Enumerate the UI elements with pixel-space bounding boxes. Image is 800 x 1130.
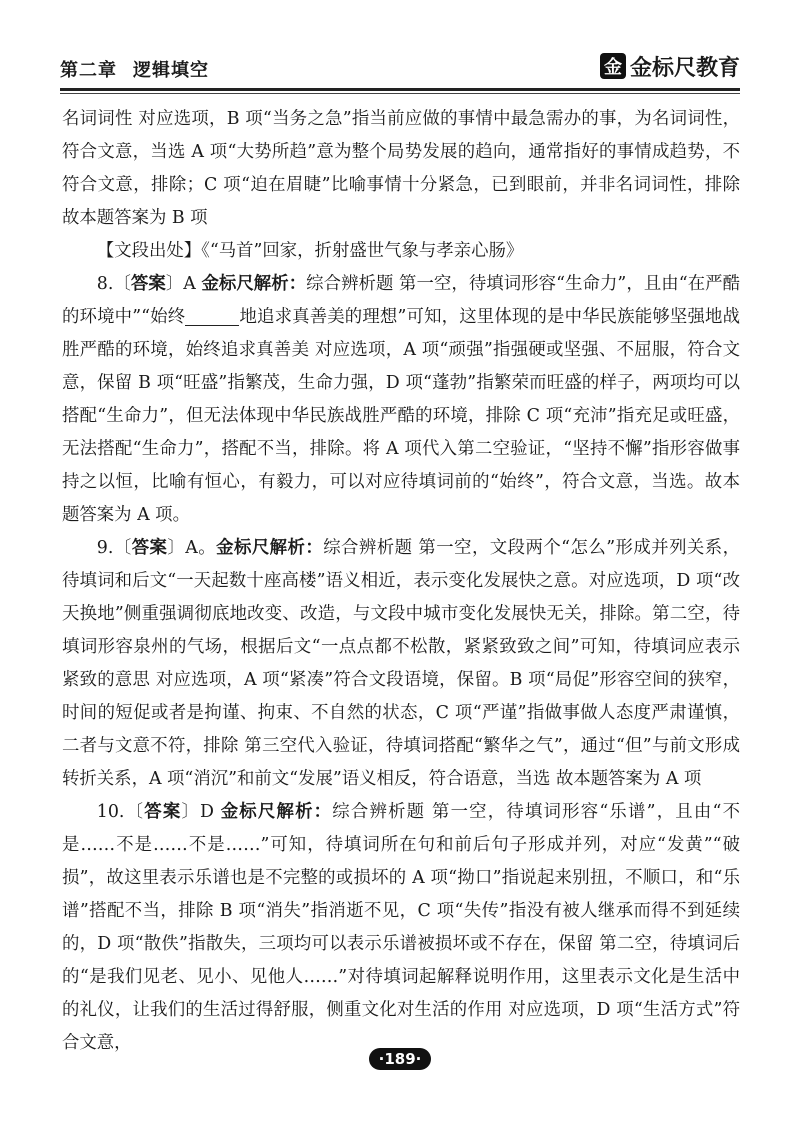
answer-label: 答案 (144, 802, 182, 822)
svg-text:金: 金 (603, 57, 622, 78)
header-rule-thick (60, 88, 740, 91)
brand-mark-icon (600, 53, 626, 79)
analysis-label: 金标尺解析： (220, 802, 333, 822)
chapter-number: 第二章 (60, 60, 117, 81)
question-10-analysis: 10.〔答案〕D 金标尺解析：综合辨析题 第一空，待填词形容“乐谱”，且由“不是……不是……不是……”可知，待填词所在句和前后句子形成并列，对应“发黄”“破损”，故这里表示乐谱也是不完整的或损坏的 A 项“拗口”指说起来别扭，不顺口，和“乐谱”搭配不当，排除 B 项“消失”指消逝不见，C 项“失传”指没有被人继承而得不到延续的，D 项“散佚”指散失，三项均可以表示乐谱被损坏或不存在，保留 第二空，待填词后的“是我们见老、见小、见他人……”对待填词起解释说明作用，这里表示文化是生活中的礼仪，让我们的生活过得舒服，侧重文化对生活的作用 对应选项，D 项“生活方式”符合文意， (62, 802, 740, 1053)
fill-blank (185, 305, 239, 326)
question-9-analysis: 9.〔答案〕A。金标尺解析：综合辨析题 第一空，文段两个“怎么”形成并列关系，待填词和后文“一天起数十座高楼”语义相近，表示变化发展快之意。对应选项，D 项“改天换地”侧重强调彻底地改变、改造，与文段中城市变化发展快无关，排除。第二空，待填词形容泉州的气场，根据后文“一点点都不松散，紧紧致致之间”可知，待填词应表示紧致的意思 对应选项，A 项“紧凑”符合文段语境，保留。B 项“局促”形容空间的狭窄，时间的短促或者是拘谨、拘束、不自然的状态，C 项“严谨”指做事做人态度严肃谨慎，二者与文意不符，排除 第三空代入验证，待填词搭配“繁华之气”，通过“但”与前文形成转折关系，A 项“消沉”和前文“发展”语义相反，符合语意，当选 故本题答案为 A 项 (62, 538, 741, 789)
page-header (60, 50, 740, 84)
header-rule-thin (60, 93, 740, 94)
paragraph-continuation: 名词词性 对应选项，B 项“当务之急”指当前应做的事情中最急需办的事，为名词词性，符合文意，当选 A 项“大势所趋”意为整个局势发展的趋向，通常指好的事情成趋势，不符合文意，排除；C 项“迫在眉睫”比喻事情十分紧急，已到眼前，并非名词词性，排除 故本题答案为 B 项 (62, 109, 740, 228)
brand-logo (600, 50, 740, 82)
answer-label: 答案 (130, 274, 166, 294)
question-8-analysis: 8.〔答案〕A 金标尺解析：综合辨析题 第一空，待填词形容“生命力”，且由“在严酷的环境中”“始终 地追求真善美的理想”可知，这里体现的是中华民族能够坚强地战胜严酷的环境，始终追求真善美 对应选项，A 项“顽强”指强硬或坚强、不屈服，符合文意，保留 B 项“旺盛”指繁茂，生命力强，D 项“蓬勃”指繁荣而旺盛的样子，两项均可以搭配“生命力”，但无法体现中华民族战胜严酷的环境，排除 C 项“充沛”指充足或旺盛，无法搭配“生命力”，搭配不当，排除。将 A 项代入第二空验证，“坚持不懈”指形容做事持之以恒，比喻有恒心，有毅力，可以对应待填词前的“始终”，符合文意，当选。故本题答案为 A 项。 (62, 274, 740, 525)
page-body (62, 103, 740, 1060)
brand-name: 金标尺教育 (629, 55, 740, 81)
answer-label: 答案 (131, 538, 168, 558)
source-note: 【文段出处】《“马首”回家，折射盛世气象与孝亲心肠》 (96, 241, 524, 261)
chapter-section: 逻辑填空 (133, 60, 209, 81)
analysis-label: 金标尺解析： (216, 538, 324, 558)
chapter-title (60, 56, 209, 82)
analysis-label: 金标尺解析： (201, 274, 307, 294)
page-number: ·189· (0, 1048, 800, 1070)
